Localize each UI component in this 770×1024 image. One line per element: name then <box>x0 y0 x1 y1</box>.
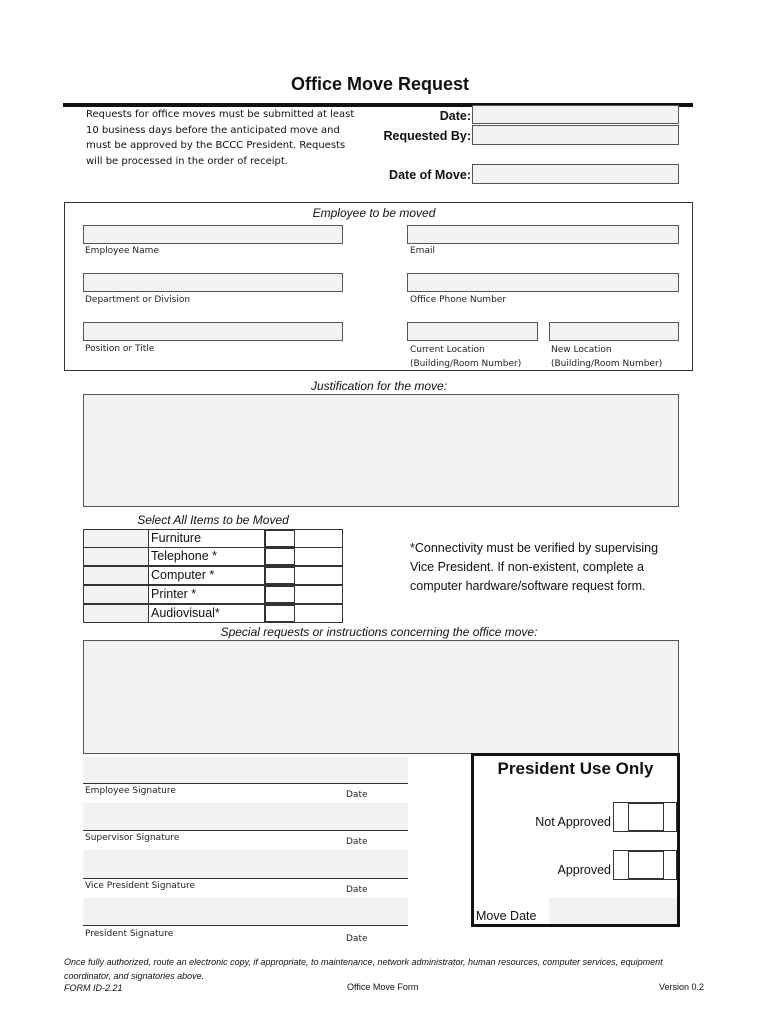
current-location-field[interactable] <box>407 322 538 341</box>
position-field[interactable] <box>83 322 343 341</box>
president-signature-label: President Signature <box>85 929 174 939</box>
connectivity-note: *Connectivity must be verified by supervising Vice President. If non-existent, complete a computer hardware/software request form. <box>410 541 659 593</box>
vice-president-signature-date-label: Date <box>346 885 368 895</box>
form-id: FORM ID-2.21 <box>64 983 123 993</box>
form-name: Office Move Form <box>347 982 419 992</box>
signature-line <box>83 878 408 879</box>
office-phone-field[interactable] <box>407 273 679 292</box>
date-label: Date: <box>439 109 471 123</box>
approved-label: Approved <box>557 863 611 877</box>
employee-name-label: Employee Name <box>85 246 159 256</box>
vice-president-signature-field[interactable] <box>83 850 408 878</box>
supervisor-signature-label: Supervisor Signature <box>85 833 180 843</box>
items-spacer-cell <box>83 547 149 566</box>
item-computer-label: Computer * <box>151 568 215 582</box>
position-label: Position or Title <box>85 344 155 354</box>
email-field[interactable] <box>407 225 679 244</box>
special-requests-heading: Special requests or instructions concerning the office move: <box>220 625 538 639</box>
new-location-field[interactable] <box>549 322 679 341</box>
audiovisual-checkbox[interactable] <box>265 605 295 622</box>
furniture-checkbox[interactable] <box>265 530 295 547</box>
signature-line <box>83 783 408 784</box>
items-table <box>83 529 343 623</box>
page-title: Office Move Request <box>290 74 470 94</box>
date-of-move-field[interactable] <box>472 164 679 184</box>
new-location-label: New Location (Building/Room Number) <box>551 345 663 369</box>
items-heading: Select All Items to be Moved <box>137 513 289 527</box>
not-approved-label: Not Approved <box>535 815 611 829</box>
date-of-move-label: Date of Move: <box>389 168 471 182</box>
signature-line <box>83 925 408 926</box>
routing-note: Once fully authorized, route an electronic copy, if appropriate, to maintenance, network administrator, human resources, computer services, equipment coordinator, and signatories above. <box>64 957 663 981</box>
computer-checkbox[interactable] <box>265 567 295 584</box>
current-location-label: Current Location (Building/Room Number) <box>410 345 522 369</box>
items-spacer-cell <box>83 585 149 604</box>
form-version: Version 0.2 <box>659 982 705 992</box>
department-field[interactable] <box>83 273 343 292</box>
items-spacer-cell <box>83 529 149 548</box>
employee-signature-field[interactable] <box>83 757 408 783</box>
special-requests-textarea[interactable] <box>83 640 679 754</box>
vice-president-signature-label: Vice President Signature <box>85 881 196 891</box>
item-printer-label: Printer * <box>151 587 197 601</box>
item-furniture-label: Furniture <box>151 531 202 545</box>
supervisor-signature-date-label: Date <box>346 837 368 847</box>
item-telephone-label: Telephone * <box>151 549 218 563</box>
office-phone-label: Office Phone Number <box>410 295 507 305</box>
requested-by-label: Requested By: <box>383 129 471 143</box>
approved-checkbox[interactable] <box>628 851 664 879</box>
president-use-only-heading: President Use Only <box>497 759 654 778</box>
supervisor-signature-field[interactable] <box>83 803 408 830</box>
printer-checkbox[interactable] <box>265 586 295 603</box>
not-approved-checkbox[interactable] <box>628 803 664 831</box>
department-label: Department or Division <box>85 295 191 305</box>
president-signature-field[interactable] <box>83 898 408 925</box>
intro-text: Requests for office moves must be submitted at least 10 business days before the anticipated move and must be approved by the BCCC President. Requests will be processed in the order of receipt. <box>86 109 355 167</box>
items-spacer-cell <box>83 604 149 623</box>
employee-signature-date-label: Date <box>346 790 368 800</box>
justification-heading: Justification for the move: <box>310 379 448 393</box>
email-label: Email <box>410 246 435 256</box>
item-audiovisual-label: Audiovisual* <box>151 606 220 620</box>
telephone-checkbox[interactable] <box>265 548 295 565</box>
justification-textarea[interactable] <box>83 394 679 507</box>
date-field[interactable] <box>472 105 679 124</box>
move-date-field[interactable] <box>549 898 677 924</box>
employee-name-field[interactable] <box>83 225 343 244</box>
move-date-label: Move Date <box>476 909 537 923</box>
president-signature-date-label: Date <box>346 934 368 944</box>
signature-line <box>83 830 408 831</box>
employee-signature-label: Employee Signature <box>85 786 176 796</box>
requested-by-field[interactable] <box>472 125 679 145</box>
employee-heading: Employee to be moved <box>312 206 436 220</box>
items-spacer-cell <box>83 566 149 585</box>
